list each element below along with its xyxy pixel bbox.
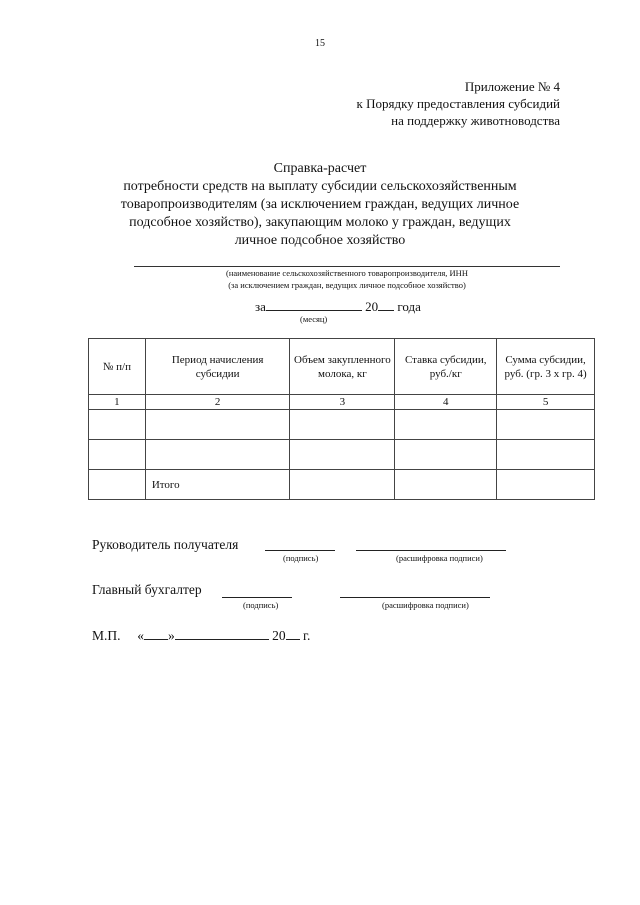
month-blank bbox=[266, 298, 362, 311]
table-cell[interactable] bbox=[497, 410, 595, 440]
column-number: 3 bbox=[290, 395, 395, 410]
head-signature-caption: (подпись) bbox=[283, 553, 319, 563]
table-header-row bbox=[89, 339, 595, 395]
accountant-signature-line[interactable] bbox=[222, 597, 292, 598]
table-cell[interactable] bbox=[497, 470, 595, 500]
head-signature-line[interactable] bbox=[265, 550, 335, 551]
title-line-2: потребности средств на выплату субсидии сельскохозяйственным bbox=[123, 179, 517, 194]
appendix-line-3: на поддержку животноводства bbox=[391, 113, 560, 128]
table-cell[interactable] bbox=[89, 470, 146, 500]
document-title bbox=[100, 160, 540, 250]
month-caption: (месяц) bbox=[300, 314, 328, 324]
period-prefix: за bbox=[255, 299, 266, 314]
table-cell[interactable] bbox=[395, 410, 497, 440]
producer-name-line bbox=[134, 266, 560, 267]
quote-open: « bbox=[137, 628, 145, 643]
producer-caption-1: (наименование сельскохозяйственного товаропроизводителя, ИНН bbox=[226, 268, 468, 278]
head-label: Руководитель получателя bbox=[92, 537, 239, 552]
accountant-decode-caption: (расшифровка подписи) bbox=[382, 600, 469, 610]
calculation-table bbox=[88, 338, 595, 500]
header-cell: Ставка субсидии, руб./кг bbox=[395, 339, 497, 395]
table-cell[interactable] bbox=[145, 440, 290, 470]
head-decode-line[interactable] bbox=[356, 550, 506, 551]
column-number-row bbox=[89, 395, 595, 410]
title-line-3: товаропроизводителям (за исключением граждан, ведущих личное bbox=[120, 197, 520, 212]
period-suffix: года bbox=[397, 299, 421, 314]
column-number: 4 bbox=[395, 395, 497, 410]
header-cell: Период начисления субсидии bbox=[145, 339, 290, 395]
accountant-label: Главный бухгалтер bbox=[92, 582, 202, 597]
title-line-1: Справка-расчет bbox=[273, 161, 367, 176]
table-cell[interactable] bbox=[89, 410, 146, 440]
producer-caption-2: (за исключением граждан, ведущих личное подсобное хозяйство) bbox=[228, 280, 466, 290]
stamp-year-suffix: г. bbox=[303, 628, 311, 643]
stamp-mp: М.П. bbox=[92, 628, 121, 643]
table-cell[interactable] bbox=[290, 410, 395, 440]
year-blank bbox=[378, 298, 394, 311]
day-blank[interactable] bbox=[144, 627, 168, 640]
total-label: Итого bbox=[145, 470, 290, 500]
header-cell: Сумма субсидии, руб. (гр. 3 х гр. 4) bbox=[497, 339, 595, 395]
quote-close: » bbox=[168, 628, 175, 643]
total-row bbox=[89, 470, 595, 500]
stamp-year-prefix: 20 bbox=[272, 628, 286, 643]
column-number: 2 bbox=[145, 395, 290, 410]
header-cell: Объем закупленного молока, кг bbox=[290, 339, 395, 395]
header-cell: № п/п bbox=[89, 339, 146, 395]
column-number: 1 bbox=[89, 395, 146, 410]
appendix-block bbox=[330, 78, 560, 129]
title-line-4: подсобное хозяйство), закупающим молоко у граждан, ведущих bbox=[129, 215, 511, 230]
appendix-line-1: Приложение № 4 bbox=[464, 79, 560, 94]
table-row bbox=[89, 410, 595, 440]
table-cell[interactable] bbox=[89, 440, 146, 470]
accountant-decode-line[interactable] bbox=[340, 597, 490, 598]
head-decode-caption: (расшифровка подписи) bbox=[396, 553, 483, 563]
column-number: 5 bbox=[497, 395, 595, 410]
table-cell[interactable] bbox=[395, 440, 497, 470]
appendix-line-2: к Порядку предоставления субсидий bbox=[356, 96, 560, 111]
stamp-date-line bbox=[92, 627, 310, 644]
year-date-blank[interactable] bbox=[286, 627, 300, 640]
title-line-5: личное подсобное хозяйство bbox=[234, 233, 406, 248]
period-line bbox=[255, 298, 421, 315]
page-number: 15 bbox=[315, 38, 325, 49]
table-cell[interactable] bbox=[290, 470, 395, 500]
month-date-blank[interactable] bbox=[175, 627, 269, 640]
accountant-signature-caption: (подпись) bbox=[243, 600, 279, 610]
table-cell[interactable] bbox=[145, 410, 290, 440]
period-year-prefix: 20 bbox=[365, 299, 379, 314]
table-cell[interactable] bbox=[290, 440, 395, 470]
table-cell[interactable] bbox=[497, 440, 595, 470]
table-cell[interactable] bbox=[395, 470, 497, 500]
table-row bbox=[89, 440, 595, 470]
